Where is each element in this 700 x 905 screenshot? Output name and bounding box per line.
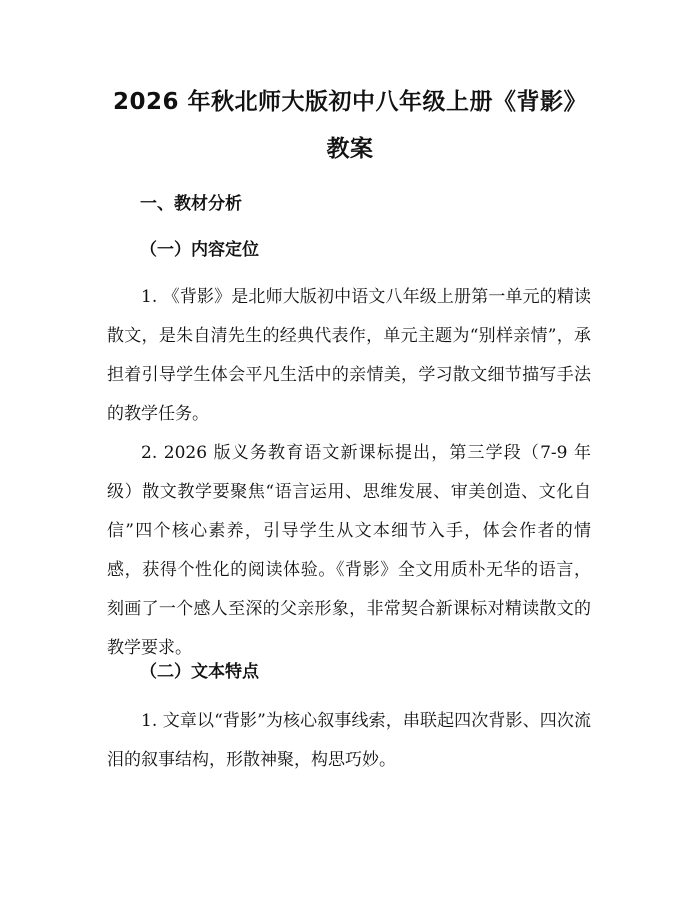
section-heading-textbook-analysis: 一、教材分析 [140,194,242,214]
document-title-line-1: 2026 年秋北师大版初中八年级上册《背影》 [112,89,588,115]
subsection-heading-text-features: （二）文本特点 [140,662,259,682]
paragraph-1: 1. 《背影》是北师大版初中语文八年级上册第一单元的精读散文，是朱自清先生的经典代表作，单元主题为“别样亲情”，承担着引导学生体会平凡生活中的亲情美，学习散文细节描写手法的教学任务。 [107,287,591,424]
paragraph-2: 2. 2026 版义务教育语文新课标提出，第三学段（7-9 年级）散文教学要聚焦“语言运用、思维发展、审美创造、文化自信”四个核心素养，引导学生从文本细节入手，体会作者的情感，获得个性化的阅读体验。《背影》全文用质朴无华的语言，刻画了一个感人至深的父亲形象，非常契合新课标对精读散文的教学要求。 [107,443,591,658]
subsection-heading-content-positioning: （一）内容定位 [140,240,259,260]
paragraph-3: 1. 文章以“背影”为核心叙事线索，串联起四次背影、四次流泪的叙事结构，形散神聚，构思巧妙。 [107,711,591,770]
document-title-line-2: 教案 [326,136,374,162]
